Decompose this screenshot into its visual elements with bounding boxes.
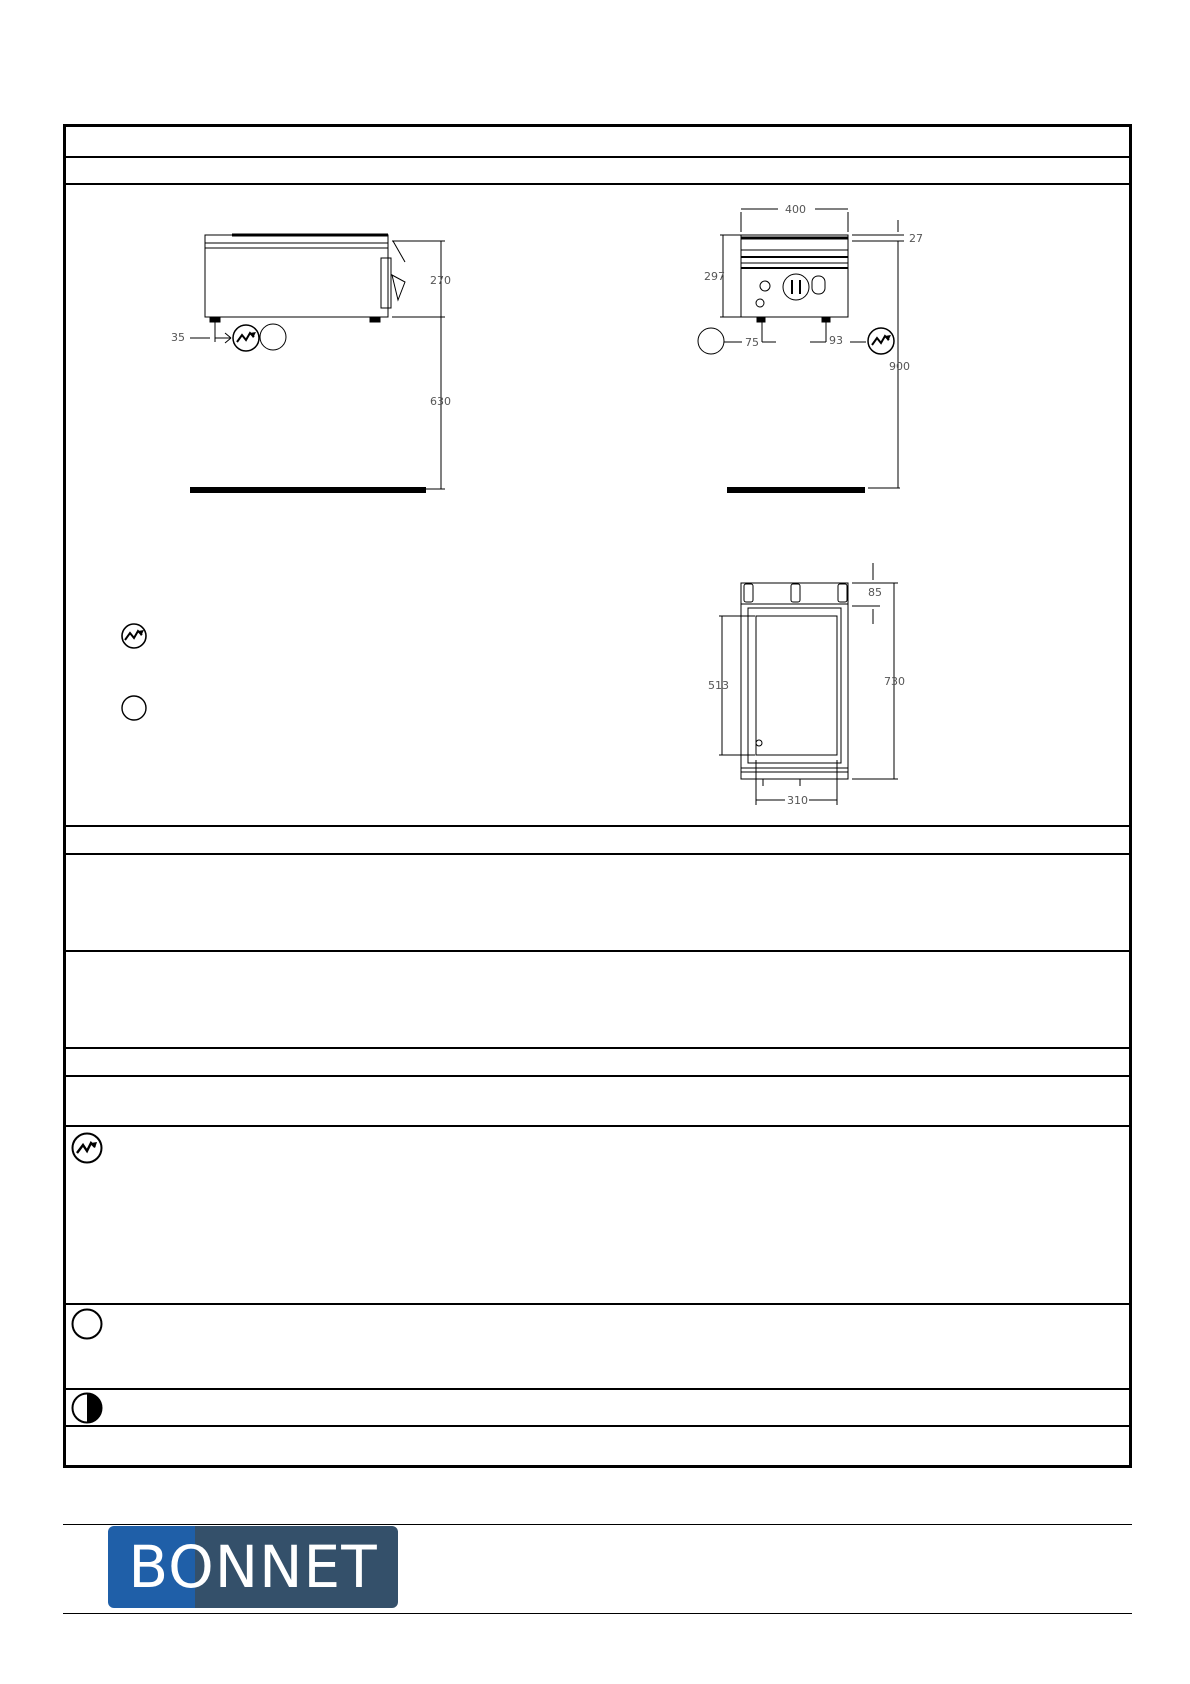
side-view-empty-circle-icon [260,324,286,350]
top-dim-310: 310 [787,794,808,807]
logo-text: BONNET [128,1533,378,1601]
front-dim-297: 297 [704,270,725,283]
side-view-floor-line [190,487,426,493]
legend-electric-icon [122,624,146,648]
front-dim-75: 75 [745,336,759,349]
front-dim-900: 900 [889,360,910,373]
front-dim-27: 27 [909,232,923,245]
side-view-electric-icon [233,325,259,351]
top-dim-513: 513 [708,679,729,692]
top-dim-730: 730 [884,675,905,688]
top-view-drawing [719,563,898,805]
front-view-electric-icon [868,328,894,354]
footer-bottom-rule [63,1613,1132,1614]
top-dim-85: 85 [868,586,882,599]
side-dim-35: 35 [171,331,185,344]
front-view-floor-line [727,487,865,493]
front-dim-93: 93 [829,334,843,347]
front-view-empty-circle-icon [698,328,724,354]
bonnet-logo [108,1526,398,1608]
side-dim-270: 270 [430,274,451,287]
legend-empty-circle-icon [122,696,146,720]
side-dim-630: 630 [430,395,451,408]
side-view-drawing [190,235,445,489]
front-dim-400: 400 [785,203,806,216]
footer-top-rule [63,1524,1132,1525]
